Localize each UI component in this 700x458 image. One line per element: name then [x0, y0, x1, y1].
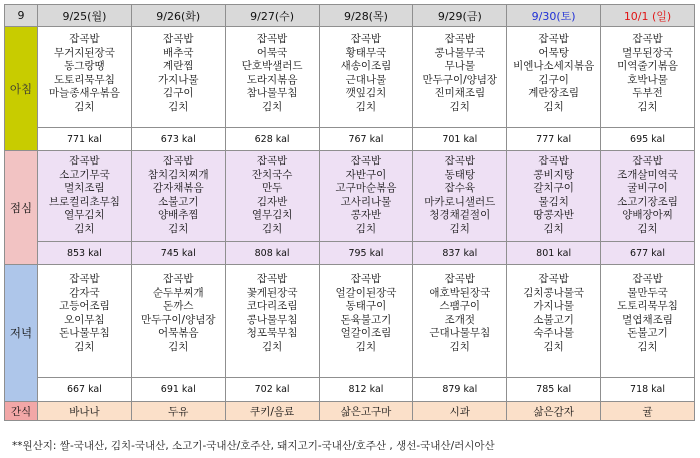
dish-item: 양배추찜: [157, 209, 199, 222]
dish-item: 만두구이/양념장: [140, 313, 216, 326]
snack-item: 바나나: [38, 402, 132, 421]
dish-item: 숙주나물: [533, 327, 574, 340]
breakfast-kcal: 701 kal: [413, 128, 507, 151]
breakfast-kcal: 628 kal: [225, 128, 319, 151]
dish-item: 어묵탕: [538, 46, 569, 59]
lunch-dishes: [131, 151, 225, 242]
dinner-kcal-row: [5, 378, 695, 402]
dish-item: 청포묵무침: [246, 327, 298, 340]
lunch-kcal-row: [5, 242, 695, 265]
dish-item: 돈불고기: [627, 327, 668, 340]
dish-item: 콩비지탕: [533, 168, 574, 181]
dish-item: 동그랑땡: [64, 60, 105, 73]
dish-item: 무거지된장국: [53, 46, 115, 59]
breakfast-kcal: 777 kal: [507, 128, 601, 151]
dish-item: 콩나물무침: [246, 313, 298, 326]
dish-item: 도토리묵무침: [617, 300, 678, 313]
weekly-meal-table: [4, 4, 695, 421]
dinner-kcal: 667 kal: [38, 378, 132, 402]
dish-item: 미역줄기볶음: [617, 60, 678, 73]
dish-item: 소불고기: [533, 313, 574, 326]
lunch-kcal: 677 kal: [601, 242, 695, 265]
dish-item: 근대나물무침: [429, 327, 491, 340]
dish-item: 돈육불고기: [340, 313, 392, 326]
dish-item: 얼갈이조림: [340, 327, 392, 340]
lunch-dishes: [225, 151, 319, 242]
lunch-kcal: 853 kal: [38, 242, 132, 265]
dish-item: 잡곡밥: [538, 273, 569, 285]
dish-item: 소고기무국: [59, 168, 110, 181]
breakfast-kcal: 673 kal: [131, 128, 225, 151]
dish-item: 잡곡밥: [444, 155, 476, 167]
dish-item: 도토리묵무침: [53, 73, 115, 86]
lunch-kcal: 808 kal: [225, 242, 319, 265]
snack-item: 시과: [413, 402, 507, 421]
dish-item: 김치: [74, 222, 95, 235]
snack-item: 쿠키/음료: [225, 402, 319, 421]
dish-item: 소고기장조림: [617, 195, 678, 208]
dish-item: 잡곡밥: [69, 273, 100, 285]
snack-item: 삶은감자: [507, 402, 601, 421]
dish-item: 잡곡밥: [632, 273, 663, 285]
dinner-dishes: [601, 265, 695, 378]
dinner-kcal: 702 kal: [225, 378, 319, 402]
breakfast-dishes: [319, 27, 413, 128]
dish-item: 잡곡밥: [538, 155, 569, 167]
day-header-sunday: 10/1 (일): [601, 5, 695, 27]
dish-item: 감자국: [69, 286, 100, 299]
dish-item: 조개살미역국: [617, 168, 678, 181]
breakfast-kcal: 767 kal: [319, 128, 413, 151]
dish-item: 마늘종새우볶음: [48, 87, 120, 100]
breakfast-dishes-row: [5, 27, 695, 128]
dish-item: 김치: [355, 340, 377, 353]
dish-item: 잡곡밥: [444, 33, 476, 45]
dish-item: 콩자반: [350, 209, 382, 222]
dish-item: 김치: [355, 100, 377, 113]
dish-item: 꽃게된장국: [246, 286, 298, 299]
lunch-kcal: 837 kal: [413, 242, 507, 265]
breakfast-kcal: 695 kal: [601, 128, 695, 151]
lunch-dishes: [413, 151, 507, 242]
lunch-dishes-row: [5, 151, 695, 242]
lunch-dishes: [319, 151, 413, 242]
dish-item: 진미채조림: [434, 87, 486, 100]
dish-item: 참나물무침: [246, 87, 298, 100]
dish-item: 김치: [449, 100, 470, 113]
breakfast-dishes: [601, 27, 695, 128]
dish-item: 잡곡밥: [163, 155, 194, 167]
dish-item: 김치: [543, 222, 564, 235]
dish-item: 잡곡밥: [256, 273, 288, 285]
dish-item: 마카로니샐러드: [424, 195, 496, 208]
breakfast-dishes: [131, 27, 225, 128]
dinner-kcal: 785 kal: [507, 378, 601, 402]
dish-item: 근대나물: [345, 73, 387, 86]
dish-item: 잡곡밥: [538, 33, 569, 45]
lunch-kcal: 795 kal: [319, 242, 413, 265]
dinner-dishes: [507, 265, 601, 378]
dish-item: 김치: [637, 340, 658, 353]
dish-item: 자반구이: [345, 168, 387, 181]
dish-item: 잡곡밥: [69, 155, 100, 167]
dish-item: 만두구이/양념장: [422, 73, 498, 86]
dish-item: 고사리나물: [340, 195, 392, 208]
dish-item: 돈나물무침: [59, 327, 110, 340]
dish-item: 어묵볶음: [157, 327, 199, 340]
month-cell: 9: [5, 5, 38, 27]
snack-label: 간식: [5, 402, 38, 421]
origin-footnote: **원산지: 쌀-국내산, 김치-국내산, 소고기-국내산/호주산, 돼지고기-국내산/호주산 , 생선-국내산/러시아산: [12, 440, 495, 452]
dinner-dishes: [319, 265, 413, 378]
dish-item: 굴비구이: [627, 182, 668, 195]
dish-item: 가지나물: [533, 300, 574, 313]
breakfast-label: 아침: [5, 27, 38, 151]
dish-item: 김치: [449, 340, 470, 353]
dish-item: 잡곡밥: [632, 155, 663, 167]
dish-item: 김치: [168, 340, 189, 353]
lunch-dishes: [601, 151, 695, 242]
dish-item: 조개젓: [444, 313, 476, 326]
dish-item: 얼갈이된장국: [335, 286, 397, 299]
dish-item: 김자반: [256, 195, 288, 208]
dish-item: 잡곡밥: [163, 273, 194, 285]
dinner-kcal: 718 kal: [601, 378, 695, 402]
dish-item: 열무김치: [251, 209, 293, 222]
dish-item: 잔치국수: [251, 168, 293, 181]
dish-item: 만두: [261, 182, 283, 195]
dish-item: 순두부찌개: [152, 286, 204, 299]
dish-item: 비엔나소세지볶음: [513, 60, 595, 73]
dish-item: 열무김치: [64, 209, 105, 222]
dish-item: 잡곡밥: [256, 33, 288, 45]
dish-item: 잡곡밥: [632, 33, 663, 45]
dish-item: 김치: [355, 222, 377, 235]
dish-item: 잡수육: [444, 182, 476, 195]
dinner-kcal: 879 kal: [413, 378, 507, 402]
dish-item: 김구이: [538, 73, 569, 86]
dish-item: 청경채겉절이: [429, 209, 491, 222]
dish-item: 오이무침: [64, 313, 105, 326]
dish-item: 김치: [261, 100, 283, 113]
breakfast-kcal: 771 kal: [38, 128, 132, 151]
snack-item: 귤: [601, 402, 695, 421]
dish-item: 잡곡밥: [256, 155, 288, 167]
dish-item: 김치콩나물국: [523, 286, 585, 299]
dish-item: 김구이: [163, 87, 194, 100]
dish-item: 황태무국: [345, 46, 387, 59]
dish-item: 고구마순볶음: [335, 182, 397, 195]
dish-item: 땅콩자반: [533, 209, 574, 222]
dish-item: 계란찜: [163, 60, 194, 73]
dish-item: 물김치: [538, 195, 569, 208]
dinner-dishes: [131, 265, 225, 378]
dinner-dishes-row: [5, 265, 695, 378]
lunch-dishes: [38, 151, 132, 242]
dish-item: 애호박된장국: [429, 286, 491, 299]
lunch-kcal: 801 kal: [507, 242, 601, 265]
dish-item: 계란장조림: [528, 87, 579, 100]
dish-item: 멸무된장국: [622, 46, 673, 59]
header-row: [5, 5, 695, 27]
dish-item: 소불고기: [157, 195, 199, 208]
dish-item: 양배장아찌: [622, 209, 673, 222]
dish-item: 잡곡밥: [69, 33, 100, 45]
dish-item: 김치: [637, 100, 658, 113]
dish-item: 스팸구이: [439, 300, 481, 313]
dish-item: 단호박샐러드: [241, 60, 303, 73]
dish-item: 브로컬리초무침: [48, 195, 120, 208]
dish-item: 동태탕: [444, 168, 476, 181]
dish-item: 잡곡밥: [163, 33, 194, 45]
dinner-label: 저녁: [5, 265, 38, 402]
dinner-dishes: [38, 265, 132, 378]
dish-item: 잡곡밥: [350, 273, 382, 285]
dish-item: 멸치조림: [64, 182, 105, 195]
dish-item: 콩나물무국: [434, 46, 486, 59]
lunch-kcal: 745 kal: [131, 242, 225, 265]
day-header: 9/25(월): [38, 5, 132, 27]
dish-item: 코다리조림: [246, 300, 298, 313]
breakfast-dishes: [413, 27, 507, 128]
dish-item: 동태구이: [345, 300, 387, 313]
dish-item: 돈까스: [163, 300, 194, 313]
dish-item: 잡곡밥: [350, 33, 382, 45]
dish-item: 갈치구이: [533, 182, 574, 195]
dish-item: 가지나물: [157, 73, 199, 86]
dish-item: 깻잎김치: [345, 87, 387, 100]
snack-item: 두유: [131, 402, 225, 421]
day-header: 9/28(목): [319, 5, 413, 27]
dish-item: 배추국: [163, 46, 194, 59]
dish-item: 멸엽채조림: [622, 313, 673, 326]
breakfast-dishes: [507, 27, 601, 128]
dish-item: 잡곡밥: [444, 273, 476, 285]
dish-item: 두부전: [632, 87, 663, 100]
dish-item: 무나물: [444, 60, 476, 73]
dish-item: 잡곡밥: [350, 155, 382, 167]
day-header: 9/26(화): [131, 5, 225, 27]
lunch-label: 점심: [5, 151, 38, 265]
dinner-kcal: 691 kal: [131, 378, 225, 402]
dish-item: 김치: [637, 222, 658, 235]
dinner-dishes: [225, 265, 319, 378]
dinner-dishes: [413, 265, 507, 378]
lunch-dishes: [507, 151, 601, 242]
dish-item: 김치: [449, 222, 470, 235]
day-header: 9/29(금): [413, 5, 507, 27]
dish-item: 새송이조림: [340, 60, 392, 73]
dish-item: 어묵국: [256, 46, 288, 59]
dish-item: 김치: [168, 222, 189, 235]
dish-item: 김치: [74, 100, 95, 113]
snack-item: 삶은고구마: [319, 402, 413, 421]
dinner-kcal: 812 kal: [319, 378, 413, 402]
dish-item: 김치: [543, 100, 564, 113]
dish-item: 김치: [543, 340, 564, 353]
dish-item: 물만두국: [627, 286, 668, 299]
dish-item: 김치: [74, 340, 95, 353]
breakfast-dishes: [38, 27, 132, 128]
dish-item: 도라지볶음: [246, 73, 298, 86]
snack-row: [5, 402, 695, 421]
dish-item: 김치: [261, 222, 283, 235]
day-header-saturday: 9/30(토): [507, 5, 601, 27]
day-header: 9/27(수): [225, 5, 319, 27]
dish-item: 고등어조림: [59, 300, 110, 313]
dish-item: 참치김치찌개: [147, 168, 209, 181]
breakfast-kcal-row: [5, 128, 695, 151]
dish-item: 감자채볶음: [152, 182, 204, 195]
breakfast-dishes: [225, 27, 319, 128]
dish-item: 김치: [261, 340, 283, 353]
dish-item: 호박나물: [627, 73, 668, 86]
dish-item: 김치: [168, 100, 189, 113]
